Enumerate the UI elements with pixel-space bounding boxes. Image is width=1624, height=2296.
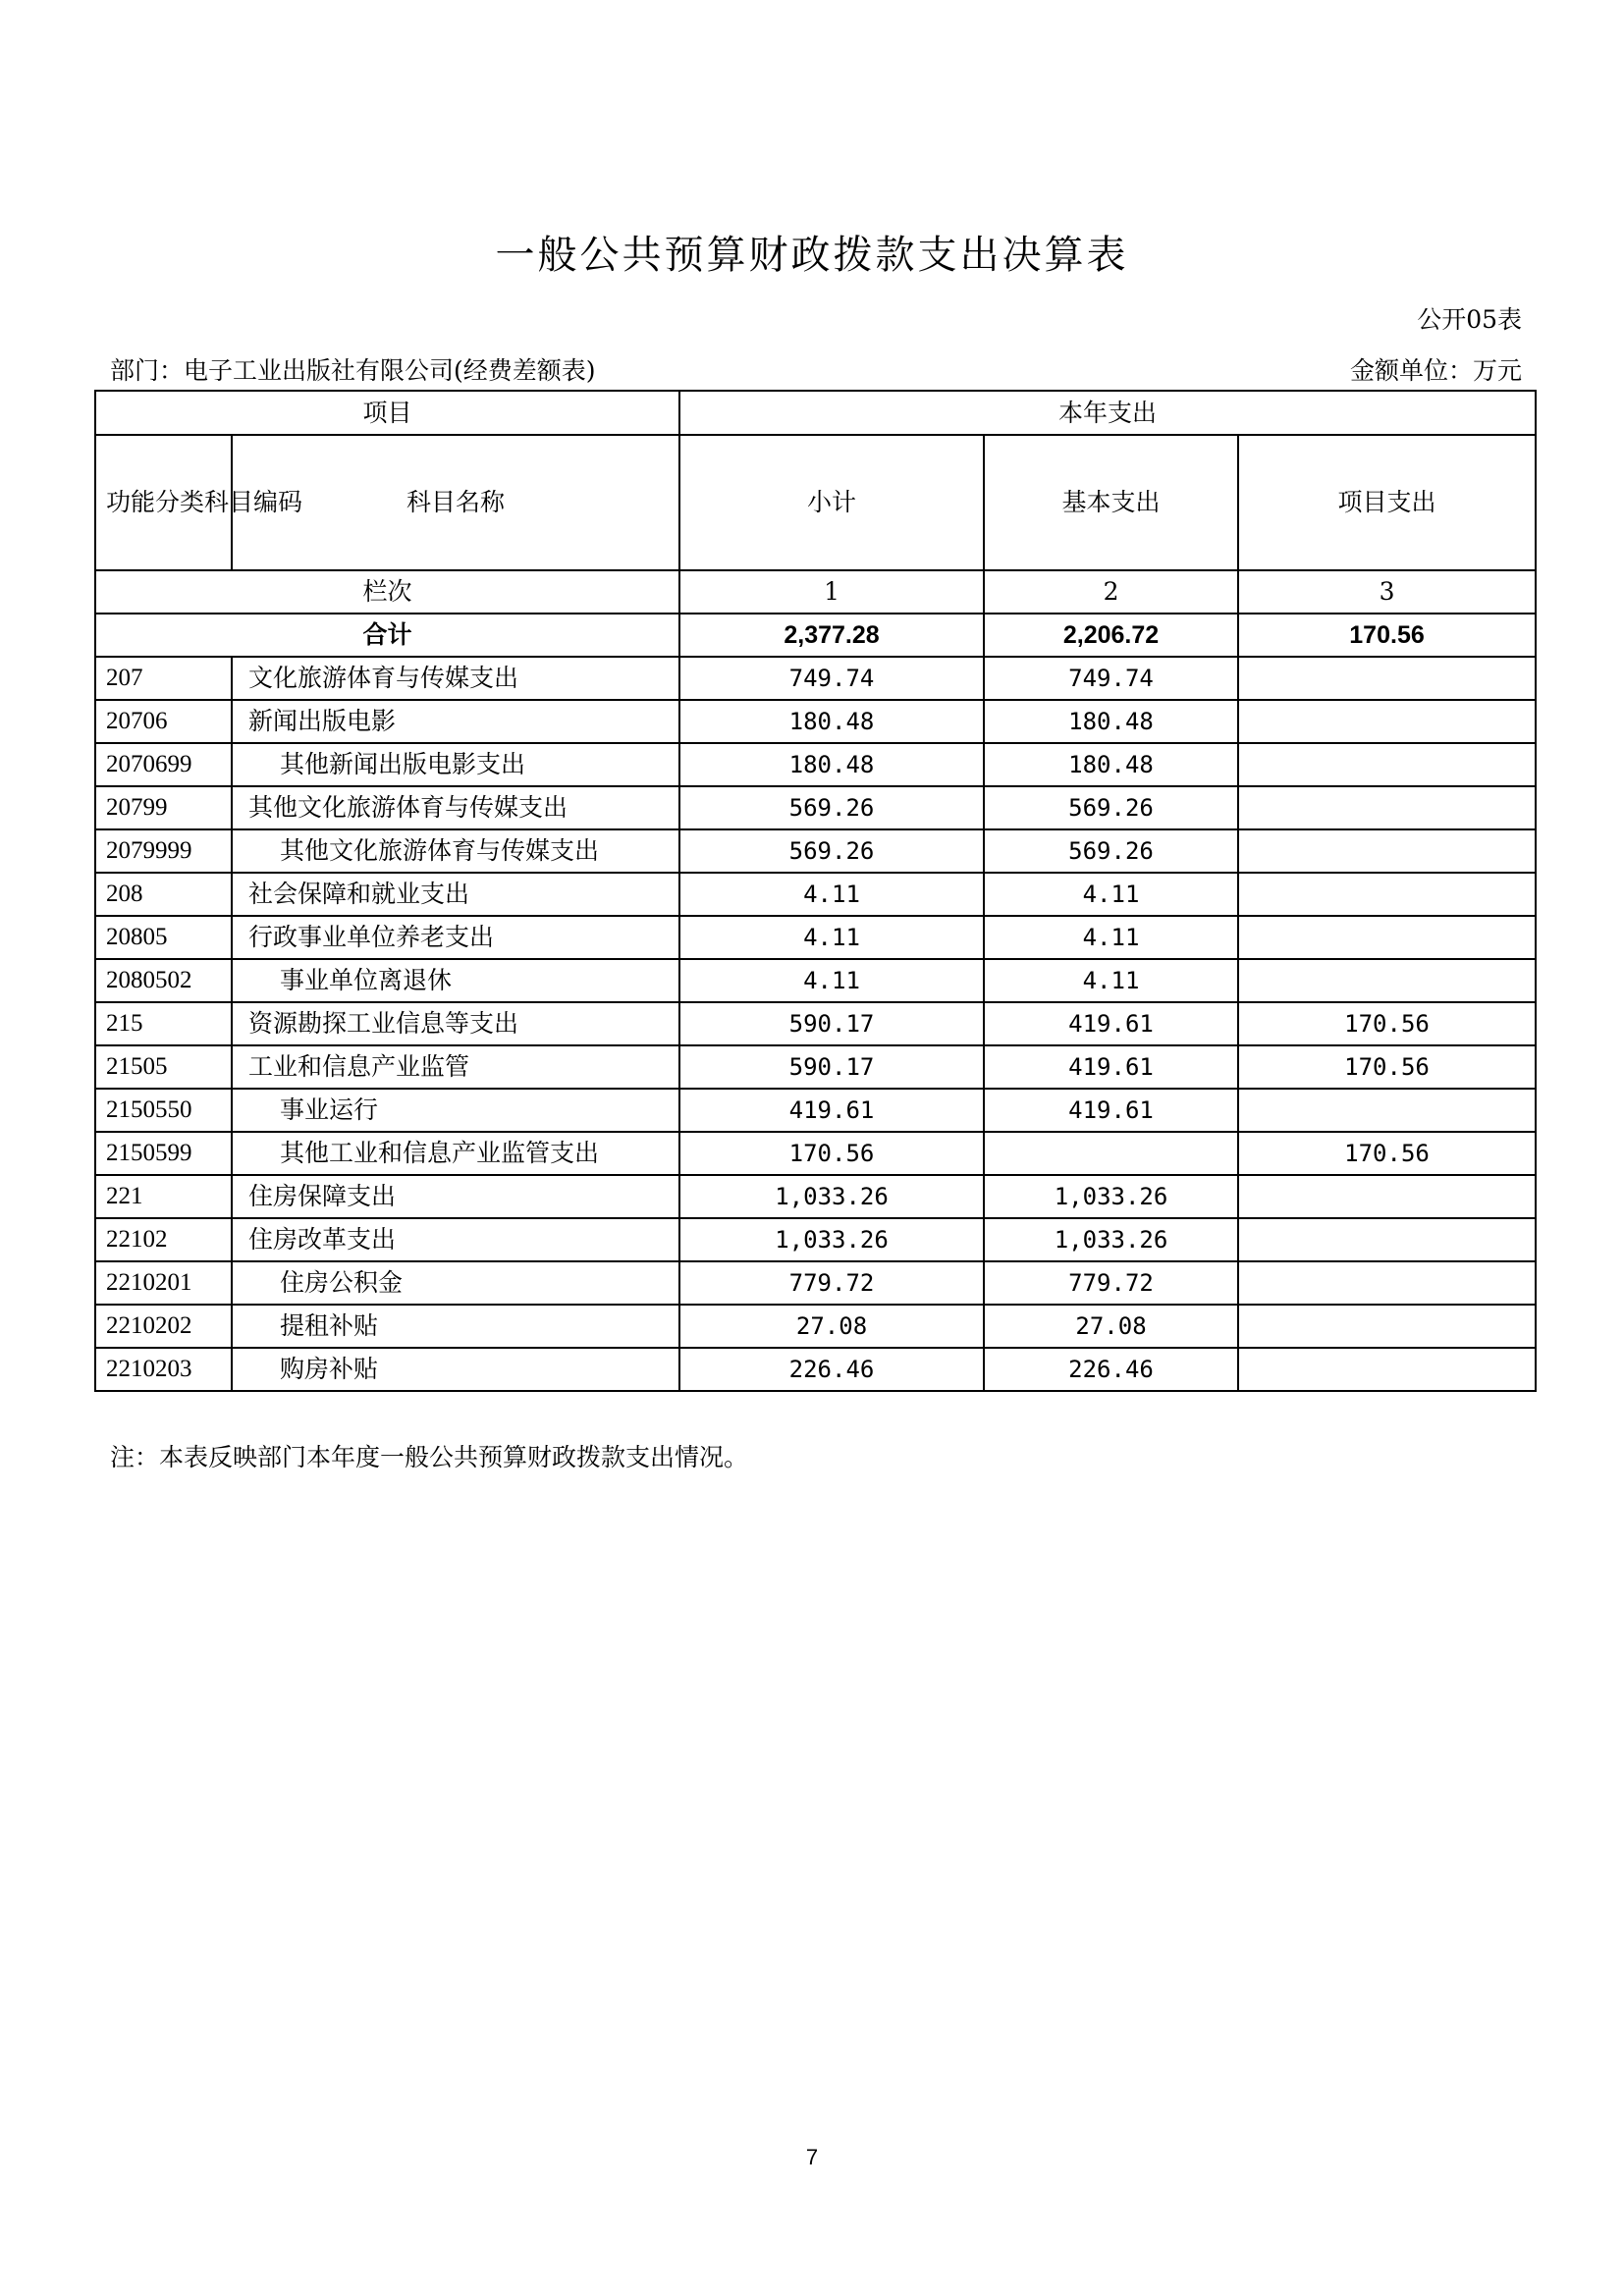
row-name: 住房公积金 — [232, 1261, 679, 1305]
row-project: 170.56 — [1238, 1132, 1536, 1175]
row-project — [1238, 657, 1536, 700]
row-basic — [984, 1132, 1238, 1175]
row-code: 20706 — [95, 700, 232, 743]
row-code: 2150599 — [95, 1132, 232, 1175]
row-project: 170.56 — [1238, 1045, 1536, 1089]
table-row — [95, 700, 1536, 743]
row-name: 其他工业和信息产业监管支出 — [232, 1132, 679, 1175]
row-code: 2210202 — [95, 1305, 232, 1348]
row-name: 住房改革支出 — [232, 1218, 679, 1261]
column-header-name: 科目名称 — [232, 435, 679, 570]
row-subtotal: 1,033.26 — [679, 1218, 984, 1261]
column-header-subtotal: 小计 — [679, 435, 984, 570]
table-note: 注：本表反映部门本年度一般公共预算财政拨款支出情况。 — [110, 1443, 749, 1471]
amount-unit-label: 金额单位：万元 — [1349, 356, 1522, 385]
row-code: 20805 — [95, 916, 232, 959]
row-name: 新闻出版电影 — [232, 700, 679, 743]
table-row — [95, 657, 1536, 700]
row-basic: 1,033.26 — [984, 1218, 1238, 1261]
row-project — [1238, 1218, 1536, 1261]
row-subtotal: 226.46 — [679, 1348, 984, 1391]
table-row — [95, 786, 1536, 829]
row-basic: 4.11 — [984, 873, 1238, 916]
table-row — [95, 1218, 1536, 1261]
row-name: 行政事业单位养老支出 — [232, 916, 679, 959]
row-basic: 779.72 — [984, 1261, 1238, 1305]
row-subtotal: 569.26 — [679, 829, 984, 873]
total-subtotal: 2,377.28 — [679, 614, 984, 657]
table-row — [95, 873, 1536, 916]
row-name: 住房保障支出 — [232, 1175, 679, 1218]
row-subtotal: 180.48 — [679, 743, 984, 786]
row-code: 2150550 — [95, 1089, 232, 1132]
row-code: 21505 — [95, 1045, 232, 1089]
row-name: 工业和信息产业监管 — [232, 1045, 679, 1089]
header-item: 项目 — [95, 391, 679, 435]
row-project: 170.56 — [1238, 1002, 1536, 1045]
row-code: 2210201 — [95, 1261, 232, 1305]
row-subtotal: 590.17 — [679, 1045, 984, 1089]
row-basic: 1,033.26 — [984, 1175, 1238, 1218]
table-row — [95, 1305, 1536, 1348]
header-row-group — [95, 391, 1536, 435]
row-code: 22102 — [95, 1218, 232, 1261]
row-code: 2079999 — [95, 829, 232, 873]
row-code: 2080502 — [95, 959, 232, 1002]
row-project — [1238, 829, 1536, 873]
row-name: 购房补贴 — [232, 1348, 679, 1391]
form-number: 公开05表 — [1417, 305, 1522, 334]
column-index-3: 3 — [1238, 570, 1536, 614]
row-basic: 419.61 — [984, 1002, 1238, 1045]
row-project — [1238, 1175, 1536, 1218]
row-subtotal: 4.11 — [679, 959, 984, 1002]
row-project — [1238, 873, 1536, 916]
column-index-row — [95, 570, 1536, 614]
row-subtotal: 419.61 — [679, 1089, 984, 1132]
total-label: 合计 — [95, 614, 679, 657]
header-row-columns — [95, 435, 1536, 570]
column-header-basic: 基本支出 — [984, 435, 1238, 570]
table-row — [95, 1175, 1536, 1218]
row-project — [1238, 1261, 1536, 1305]
row-basic: 4.11 — [984, 959, 1238, 1002]
row-name: 提租补贴 — [232, 1305, 679, 1348]
row-basic: 749.74 — [984, 657, 1238, 700]
column-index-1: 1 — [679, 570, 984, 614]
table-row — [95, 916, 1536, 959]
row-basic: 4.11 — [984, 916, 1238, 959]
row-subtotal: 180.48 — [679, 700, 984, 743]
row-name: 其他文化旅游体育与传媒支出 — [232, 786, 679, 829]
row-basic: 419.61 — [984, 1045, 1238, 1089]
row-code: 2070699 — [95, 743, 232, 786]
department-label: 部门：电子工业出版社有限公司(经费差额表) — [110, 356, 596, 385]
table-row — [95, 1132, 1536, 1175]
row-code: 215 — [95, 1002, 232, 1045]
column-index-label: 栏次 — [95, 570, 679, 614]
row-subtotal: 170.56 — [679, 1132, 984, 1175]
column-index-2: 2 — [984, 570, 1238, 614]
row-subtotal: 749.74 — [679, 657, 984, 700]
column-header-code: 功能分类科目编码 — [95, 435, 232, 570]
row-project — [1238, 1089, 1536, 1132]
row-name: 事业运行 — [232, 1089, 679, 1132]
row-name: 其他文化旅游体育与传媒支出 — [232, 829, 679, 873]
row-project — [1238, 916, 1536, 959]
table-row — [95, 959, 1536, 1002]
table-row — [95, 743, 1536, 786]
row-subtotal: 1,033.26 — [679, 1175, 984, 1218]
row-name: 文化旅游体育与传媒支出 — [232, 657, 679, 700]
row-name: 社会保障和就业支出 — [232, 873, 679, 916]
row-basic: 226.46 — [984, 1348, 1238, 1391]
table-row — [95, 1348, 1536, 1391]
column-header-project: 项目支出 — [1238, 435, 1536, 570]
row-project — [1238, 743, 1536, 786]
row-code: 20799 — [95, 786, 232, 829]
row-project — [1238, 1305, 1536, 1348]
page-number: 7 — [805, 2145, 819, 2169]
table-row — [95, 1089, 1536, 1132]
page-title: 一般公共预算财政拨款支出决算表 — [495, 233, 1129, 278]
table-row — [95, 1002, 1536, 1045]
row-code: 221 — [95, 1175, 232, 1218]
row-subtotal: 779.72 — [679, 1261, 984, 1305]
row-code: 208 — [95, 873, 232, 916]
row-code: 207 — [95, 657, 232, 700]
row-subtotal: 4.11 — [679, 916, 984, 959]
row-subtotal: 569.26 — [679, 786, 984, 829]
row-name: 其他新闻出版电影支出 — [232, 743, 679, 786]
row-basic: 569.26 — [984, 829, 1238, 873]
row-project — [1238, 786, 1536, 829]
row-basic: 180.48 — [984, 700, 1238, 743]
row-project — [1238, 700, 1536, 743]
table-row — [95, 1261, 1536, 1305]
row-subtotal: 4.11 — [679, 873, 984, 916]
header-current-year: 本年支出 — [679, 391, 1536, 435]
row-subtotal: 590.17 — [679, 1002, 984, 1045]
row-basic: 419.61 — [984, 1089, 1238, 1132]
row-project — [1238, 1348, 1536, 1391]
row-basic: 180.48 — [984, 743, 1238, 786]
row-basic: 569.26 — [984, 786, 1238, 829]
table-row — [95, 1045, 1536, 1089]
row-name: 事业单位离退休 — [232, 959, 679, 1002]
row-subtotal: 27.08 — [679, 1305, 984, 1348]
total-project: 170.56 — [1238, 614, 1536, 657]
table-row — [95, 829, 1536, 873]
total-basic: 2,206.72 — [984, 614, 1238, 657]
total-row — [95, 614, 1536, 657]
row-project — [1238, 959, 1536, 1002]
row-code: 2210203 — [95, 1348, 232, 1391]
row-name: 资源勘探工业信息等支出 — [232, 1002, 679, 1045]
expenditure-table — [94, 390, 1537, 1392]
row-basic: 27.08 — [984, 1305, 1238, 1348]
